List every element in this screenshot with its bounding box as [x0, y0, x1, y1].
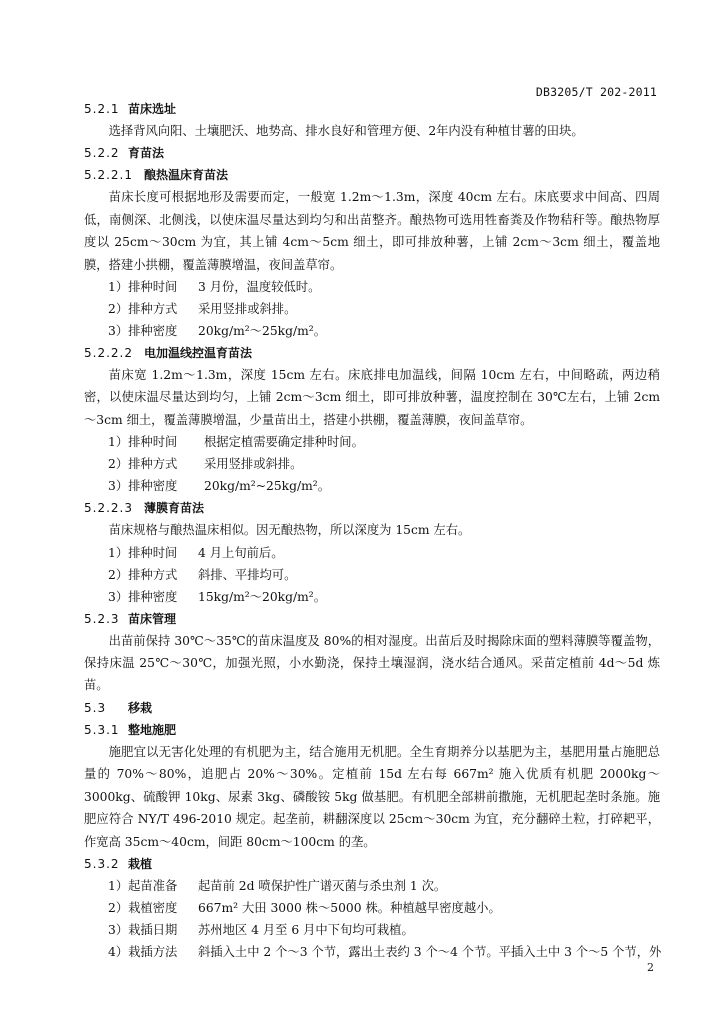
list-item-value: 15kg/m²～20kg/m²。: [198, 589, 327, 604]
section-heading: [84, 608, 660, 630]
list-item-value: 起苗前 2d 喷保护性广谱灭菌与杀虫剂 1 次。: [198, 878, 447, 893]
list-item-key: 3）栽插日期: [108, 922, 178, 937]
list-item: [84, 897, 660, 919]
list-item-key: 1）排种时间: [108, 280, 178, 295]
list-item-key: 2）排种方式: [108, 302, 178, 317]
list-item: [84, 542, 660, 564]
list-item-value: 斜排、平排均可。: [198, 567, 297, 582]
section-heading: [84, 164, 660, 186]
document-body: [84, 98, 660, 963]
list-item-value: 根据定植需要确定排种时间。: [204, 435, 364, 450]
paragraph: 选择背风向阳、土壤肥沃、地势高、排水良好和管理方便、2年内没有种植甘薯的田块。: [108, 124, 584, 138]
section-title: 移栽: [128, 700, 153, 715]
section-number: 5.3: [84, 700, 107, 715]
list-item-value: 667m² 大田 3000 株～5000 株。种植越早密度越小。: [198, 900, 501, 915]
list-item: [84, 941, 660, 963]
list-item-value: 4 月上旬前后。: [198, 545, 284, 560]
list-item: [84, 431, 660, 453]
section-heading: [84, 697, 660, 719]
section-heading: [84, 719, 660, 741]
section-title: 栽植: [128, 856, 153, 871]
list-item: [84, 453, 660, 475]
list-item: [84, 276, 660, 298]
paragraph: 出苗前保持 30℃～35℃的苗床温度及 80%的相对湿度。出苗后及时揭除床面的塑料薄膜等覆盖物，保持床温 25℃～30℃，加强光照，小水勤浇，保持土壤湿润，浇水结合通风。采苗定植前 4d～5d 炼苗。: [84, 633, 660, 693]
list-item-key: 3）排种密度: [108, 589, 178, 604]
list-item-key: 4）栽插方法: [108, 944, 178, 959]
list-item-value: 20kg/m²~25kg/m²。: [204, 479, 331, 494]
section-title: 薄膜育苗法: [144, 501, 205, 516]
list-item-key: 3）排种密度: [108, 479, 178, 494]
list-item-key: 1）排种时间: [108, 545, 178, 560]
list-item: [84, 320, 660, 342]
section-number: 5.2.2.1: [84, 168, 133, 183]
section-title: 苗床选址: [128, 102, 177, 116]
section-heading: [84, 853, 660, 875]
section-title: 苗床管理: [128, 611, 177, 626]
list-item-key: 1）排种时间: [108, 435, 178, 450]
section-heading: [84, 497, 660, 519]
paragraph: 苗床宽 1.2m～1.3m，深度 15cm 左右。床底排电加温线，间隔 10cm 左右，中间略疏，两边稍密，以使床温尽量达到均匀，上铺 2cm～3cm 细土，即可排放种薯，温度控制在 30℃左右，上铺 2cm～3cm 细土，覆盖薄膜增温，少量苗出土，搭建小拱棚，覆盖薄膜，夜间盖草帘。: [84, 368, 660, 427]
list-item-key: 3）排种密度: [108, 324, 178, 339]
list-item: [84, 586, 660, 608]
list-item-value: 斜插入土中 2 个～3 个节，露出土表约 3 个～4 个节。平插入土中 3 个～5 个节，外: [198, 944, 662, 959]
section-number: 5.2.2: [84, 146, 120, 161]
list-item-value: 采用竖排或斜排。: [198, 302, 297, 317]
section-heading: [84, 142, 660, 164]
section-title: 电加温线控温育苗法: [144, 346, 253, 361]
section-number: 5.2.2.3: [84, 501, 133, 516]
paragraph: 施肥宜以无害化处理的有机肥为主，结合施用无机肥。全生育期养分以基肥为主，基肥用量占施肥总量的 70%～80%，追肥占 20%～30%。定植前 15d 左右每 667m² 施入优质有机肥 2000kg～3000kg、硫酸钾 10kg、尿素 3kg、磷酸铵 5kg 做基肥。有机肥全部耕前撒施，无机肥起垄时条施。施肥应符合 NY/T 496-2010 规定。起垄前，耕翻深度以 25cm～30cm 为宜，充分翻碎土粒，打碎耙平，作宽高 35cm～40cm，间距 80cm～100cm 的垄。: [84, 744, 660, 849]
section-heading: [84, 98, 660, 120]
list-item-key: 1）起苗准备: [108, 878, 178, 893]
section-number: 5.2.3: [84, 611, 120, 626]
paragraph: 苗床规格与酿热温床相似。因无酿热物，所以深度为 15cm 左右。: [108, 523, 471, 538]
section-heading: [84, 342, 660, 364]
section-number: 5.3.1: [84, 722, 120, 737]
section-number: 5.2.2.2: [84, 346, 133, 361]
list-item-key: 2）栽植密度: [108, 900, 178, 915]
list-item-value: 采用竖排或斜排。: [204, 457, 303, 472]
list-item-value: 3 月份，温度较低时。: [198, 280, 321, 295]
list-item: [84, 564, 660, 586]
section-title: 育苗法: [128, 146, 165, 161]
list-item: [84, 475, 660, 497]
section-number: 5.2.1: [84, 102, 120, 116]
list-item-value: 苏州地区 4 月至 6 月中下旬均可栽植。: [198, 922, 414, 937]
list-item-key: 2）排种方式: [108, 457, 178, 472]
page-number: 2: [647, 961, 654, 974]
list-item: [84, 875, 660, 897]
paragraph: 苗床长度可根据地形及需要而定，一般宽 1.2m～1.3m，深度 40cm 左右。床底要求中间高、四周低，南侧深、北侧浅，以使床温尽量达到均匀和出苗整齐。酿热物可选用牲畜粪及作物秸秆等。酿热物厚度以 25cm～30cm 为宜，其上铺 4cm～5cm 细土，即可排放种薯，上铺 2cm～3cm 细土，覆盖地膜，搭建小拱棚，覆盖薄膜增温，夜间盖草帘。: [84, 190, 660, 272]
section-title: 整地施肥: [128, 722, 177, 737]
list-item: [84, 298, 660, 320]
section-title: 酿热温床育苗法: [144, 168, 229, 183]
list-item: [84, 919, 660, 941]
list-item-key: 2）排种方式: [108, 567, 178, 582]
document-id: DB3205/T 202-2011: [535, 85, 657, 99]
section-number: 5.3.2: [84, 856, 120, 871]
list-item-value: 20kg/m²～25kg/m²。: [198, 324, 327, 339]
